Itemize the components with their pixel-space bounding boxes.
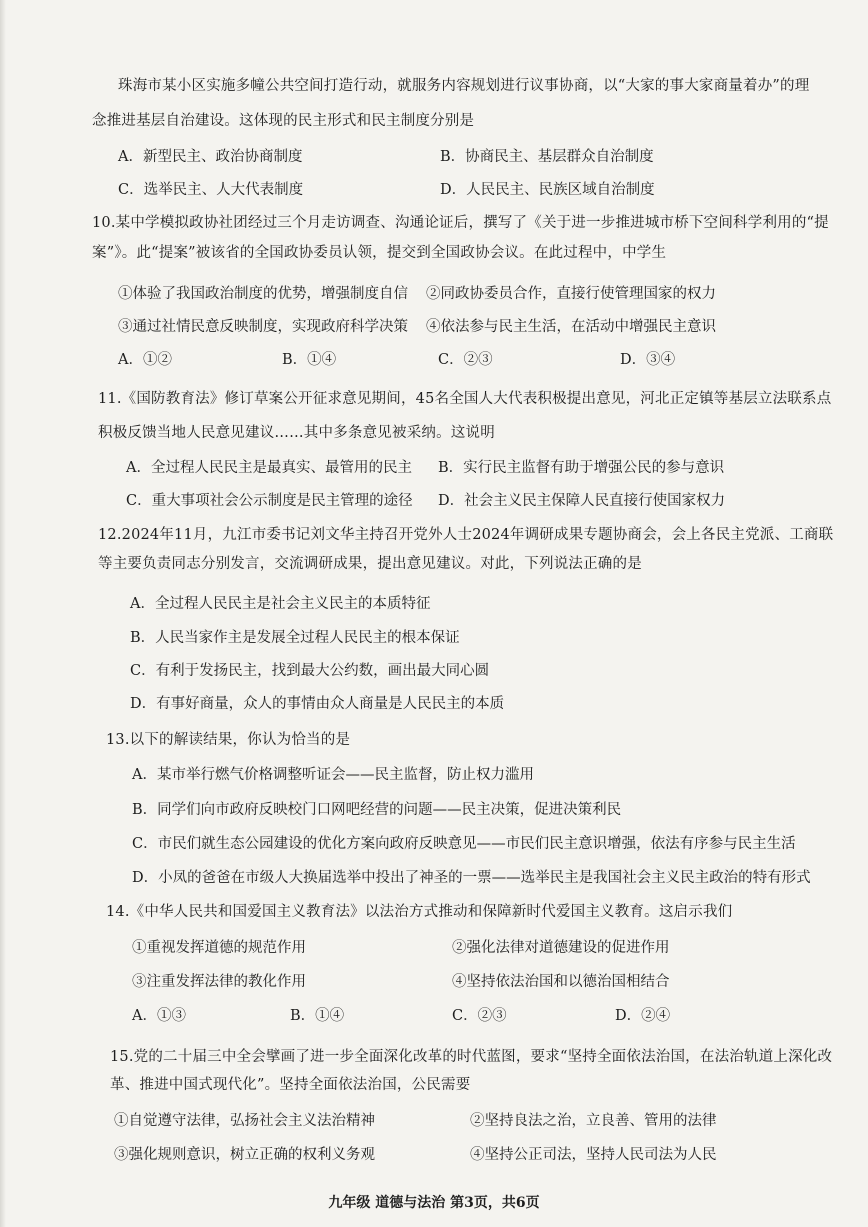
q11-stem-line2: 积极反馈当地人民意见建议……其中多条意见被采纳。这说明 bbox=[98, 425, 495, 441]
q13-option-a: A．某市举行燃气价格调整听证会——民主监督，防止权力滥用 bbox=[132, 767, 534, 783]
q13-option-d: D．小凤的爸爸在市级人大换届选举中投出了神圣的一票——选举民主是我国社会主义民主政治的特有形式 bbox=[132, 870, 811, 886]
q9-option-b: B．协商民主、基层群众自治制度 bbox=[440, 149, 654, 165]
q14-item-4: ④坚持依法治国和以德治国相结合 bbox=[452, 974, 670, 990]
q14-item-3: ③注重发挥法律的教化作用 bbox=[132, 974, 306, 990]
q12-option-d: D．有事好商量，众人的事情由众人商量是人民民主的本质 bbox=[130, 696, 505, 712]
q11-option-d: D．社会主义民主保障人民直接行使国家权力 bbox=[438, 493, 726, 509]
q10-option-a: A．①② bbox=[118, 352, 172, 368]
q14-item-1: ①重视发挥道德的规范作用 bbox=[132, 940, 306, 956]
q12-stem-line1: 12.2024年11月，九江市委书记刘文华主持召开党外人士2024年调研成果专题协商会，会上各民主党派、工商联 bbox=[98, 527, 834, 543]
q9-stem-line2: 念推进基层自治建设。这体现的民主形式和民主制度分别是 bbox=[92, 113, 475, 129]
q13-stem: 13.以下的解读结果，你认为恰当的是 bbox=[106, 732, 351, 748]
q10-stem-line1: 10.某中学模拟政协社团经过三个月走访调查、沟通论证后，撰写了《关于进一步推进城市桥下空间科学利用的“提 bbox=[92, 215, 829, 231]
q11-option-a: A．全过程人民民主是最真实、最管用的民主 bbox=[126, 460, 412, 476]
q12-option-c: C．有利于发扬民主，找到最大公约数，画出最大同心圆 bbox=[130, 663, 490, 679]
q15-stem-line2: 革、推进中国式现代化”。坚持全面依法治国，公民需要 bbox=[110, 1077, 471, 1093]
q11-option-c: C．重大事项社会公示制度是民主管理的途径 bbox=[126, 493, 413, 509]
q14-option-d: D．②④ bbox=[615, 1008, 671, 1024]
q15-stem-line1: 15.党的二十届三中全会擘画了进一步全面深化改革的时代蓝图，要求“坚持全面依法治国，在法治轨道上深化改 bbox=[110, 1049, 833, 1065]
q12-option-b: B．人民当家作主是发展全过程人民民主的根本保证 bbox=[130, 630, 460, 646]
q9-stem-line1: 珠海市某小区实施多幢公共空间打造行动，就服务内容规划进行议事协商，以“大家的事大家商量着办”的理 bbox=[118, 78, 810, 94]
q10-item-1: ①体验了我国政治制度的优势，增强制度自信 bbox=[118, 286, 408, 302]
scan-edge-shadow bbox=[0, 0, 6, 1227]
q10-option-c: C．②③ bbox=[438, 352, 493, 368]
q11-stem-line1: 11.《国防教育法》修订草案公开征求意见期间，45名全国人大代表积极提出意见，河北正定镇等基层立法联系点 bbox=[98, 391, 832, 407]
q14-option-b: B．①④ bbox=[290, 1008, 345, 1024]
q15-item-2: ②坚持良法之治，立良善、管用的法律 bbox=[470, 1113, 717, 1129]
q15-item-3: ③强化规则意识，树立正确的权利义务观 bbox=[114, 1147, 375, 1163]
q9-option-c: C．选举民主、人大代表制度 bbox=[118, 182, 304, 198]
q14-item-2: ②强化法律对道德建设的促进作用 bbox=[452, 940, 670, 956]
q9-option-a: A．新型民主、政治协商制度 bbox=[118, 149, 303, 165]
q10-option-d: D．③④ bbox=[620, 352, 676, 368]
q10-stem-line2: 案”》。此“提案”被该省的全国政协委员认领，提交到全国政协会议。在此过程中，中学生 bbox=[92, 245, 667, 261]
q11-option-b: B．实行民主监督有助于增强公民的参与意识 bbox=[438, 460, 725, 476]
page-footer: 九年级 道德与法治 第3页，共6页 bbox=[328, 1195, 540, 1211]
q14-stem: 14.《中华人民共和国爱国主义教育法》以法治方式推动和保障新时代爱国主义教育。这启示我们 bbox=[106, 904, 733, 920]
q10-item-3: ③通过社情民意反映制度，实现政府科学决策 bbox=[118, 319, 408, 335]
q15-item-4: ④坚持公正司法，坚持人民司法为人民 bbox=[470, 1147, 717, 1163]
q10-option-b: B．①④ bbox=[282, 352, 337, 368]
q13-option-b: B．同学们向市政府反映校门口网吧经营的问题——民主决策，促进决策利民 bbox=[132, 802, 622, 818]
q9-option-d: D．人民民主、民族区域自治制度 bbox=[440, 182, 655, 198]
q14-option-a: A．①③ bbox=[132, 1008, 186, 1024]
q13-option-c: C．市民们就生态公园建设的优化方案向政府反映意见——市民们民主意识增强，依法有序参与民主生活 bbox=[132, 836, 796, 852]
q10-item-2: ②同政协委员合作，直接行使管理国家的权力 bbox=[426, 286, 716, 302]
q15-item-1: ①自觉遵守法律，弘扬社会主义法治精神 bbox=[114, 1113, 375, 1129]
q12-stem-line2: 等主要负责同志分别发言，交流调研成果，提出意见建议。对此，下列说法正确的是 bbox=[98, 556, 642, 572]
q10-item-4: ④依法参与民主生活，在活动中增强民主意识 bbox=[426, 319, 716, 335]
q14-option-c: C．②③ bbox=[452, 1008, 507, 1024]
q12-option-a: A．全过程人民民主是社会主义民主的本质特征 bbox=[130, 596, 431, 612]
